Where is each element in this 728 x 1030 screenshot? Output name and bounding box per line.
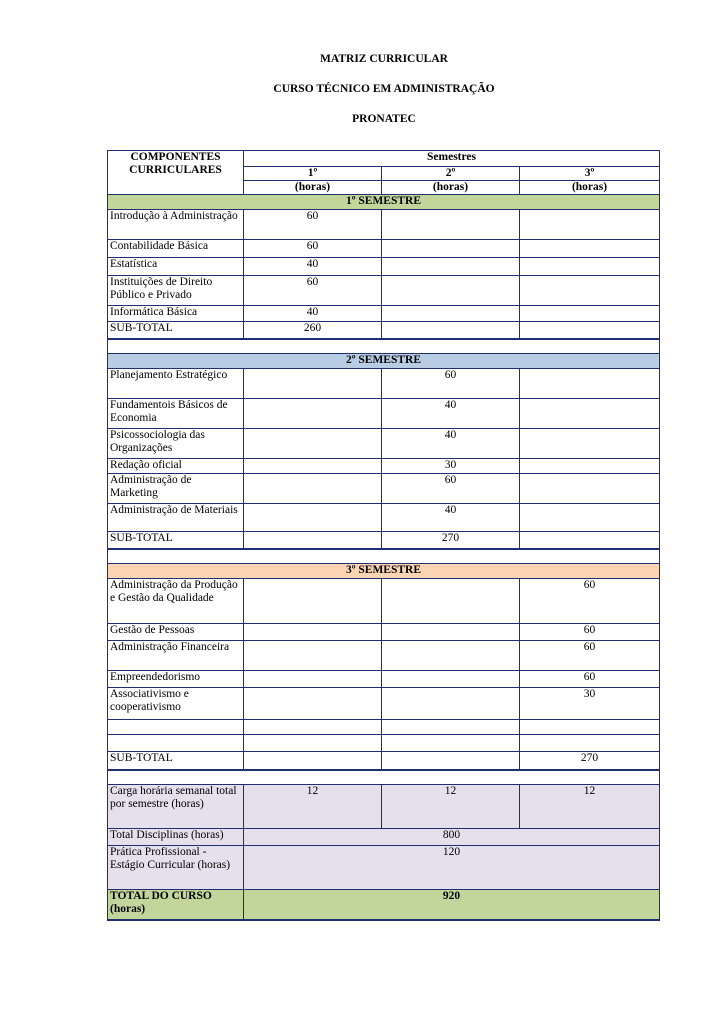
course-name: CURSO TÉCNICO EM ADMINISTRAÇÃO [273,83,495,95]
col-sem-3: 3º [520,167,660,181]
course-name-cell: Fundamentois Básicos de Economia [108,399,244,429]
course-name-cell: Informática Básica [108,306,244,322]
col-unit-1: (horas) [244,181,382,195]
hours-cell: 60 [244,210,382,240]
hours-cell: 40 [382,504,520,532]
empty-row [108,720,660,735]
table-row [108,579,660,624]
course-total-value: 920 [244,890,660,920]
subtotal-label: SUB-TOTAL [108,322,244,339]
table-row [108,624,660,641]
course-name-cell: Administração de Marketing [108,474,244,504]
table-row [108,474,660,504]
col-unit-3: (horas) [520,181,660,195]
program-name: PRONATEC [352,113,416,125]
empty-row [108,735,660,752]
subtotal-row [108,532,660,549]
semester-3-band: 3º SEMESTRE [108,564,660,579]
hours-cell: 60 [244,276,382,306]
course-total-row [108,890,660,920]
subtotal-row [108,752,660,770]
disciplines-total-row [108,829,660,846]
hours-cell: 40 [244,306,382,322]
hours-cell: 40 [382,399,520,429]
table-row [108,210,660,240]
subtotal-value: 260 [244,322,382,339]
components-header: COMPONENTES CURRICULARES [108,151,244,195]
table-row [108,671,660,688]
col-sem-1: 1º [244,167,382,181]
course-name-cell: Estatística [108,258,244,276]
course-name-cell: Administração Financeira [108,641,244,671]
subtotal-row [108,322,660,339]
hours-cell: 60 [520,579,660,624]
hours-cell: 60 [520,641,660,671]
hours-cell: 60 [520,671,660,688]
weekly-load-label: Carga horária semanal total por semestre (horas) [108,785,244,829]
table-row [108,276,660,306]
course-name-cell: Administração da Produção e Gestão da Qualidade [108,579,244,624]
table-row [108,369,660,399]
semesters-header: Semestres [244,151,660,167]
semester-2-band: 2º SEMESTRE [108,354,660,369]
hours-cell: 60 [520,624,660,641]
practice-value: 120 [244,846,660,890]
table-row [108,399,660,429]
table-row [108,429,660,459]
semester-1-band: 1º SEMESTRE [108,195,660,210]
col-sem-2: 2º [382,167,520,181]
course-name-cell: Redação oficial [108,459,244,474]
spacer-row [108,339,660,354]
course-name-cell: Empreendedorismo [108,671,244,688]
weekly-load-sem-1: 12 [244,785,382,829]
weekly-load-row [108,785,660,829]
table-row [108,641,660,671]
course-name-cell: Psicossociologia das Organizações [108,429,244,459]
disciplines-total-label: Total Disciplinas (horas) [108,829,244,846]
hours-cell: 60 [244,240,382,258]
hours-cell: 30 [382,459,520,474]
subtotal-value: 270 [520,752,660,770]
curriculum-table [107,150,660,921]
spacer-row [108,770,660,785]
course-name-cell: Administração de Materiais [108,504,244,532]
table-row [108,306,660,322]
hours-cell: 60 [382,369,520,399]
document-title: MATRIZ CURRICULAR [320,53,448,65]
subtotal-label: SUB-TOTAL [108,532,244,549]
disciplines-total-value: 800 [244,829,660,846]
subtotal-label: SUB-TOTAL [108,752,244,770]
weekly-load-sem-3: 12 [520,785,660,829]
table-row [108,258,660,276]
hours-cell: 30 [520,688,660,720]
hours-cell: 60 [382,474,520,504]
course-name-cell: Introdução à Administração [108,210,244,240]
practice-row [108,846,660,890]
course-total-label: TOTAL DO CURSO (horas) [108,890,244,920]
table-row [108,459,660,474]
course-name-cell: Contabilidade Básica [108,240,244,258]
practice-label: Prática Profissional - Estágio Curricular (horas) [108,846,244,890]
subtotal-value: 270 [382,532,520,549]
course-name-cell: Associativismo e cooperativismo [108,688,244,720]
hours-cell: 40 [244,258,382,276]
course-name-cell: Instituições de Direito Público e Privado [108,276,244,306]
weekly-load-sem-2: 12 [382,785,520,829]
table-row [108,504,660,532]
course-name-cell: Gestão de Pessoas [108,624,244,641]
hours-cell: 40 [382,429,520,459]
col-unit-2: (horas) [382,181,520,195]
table-row [108,688,660,720]
spacer-row [108,549,660,564]
course-name-cell: Planejamento Estratégico [108,369,244,399]
table-row [108,240,660,258]
